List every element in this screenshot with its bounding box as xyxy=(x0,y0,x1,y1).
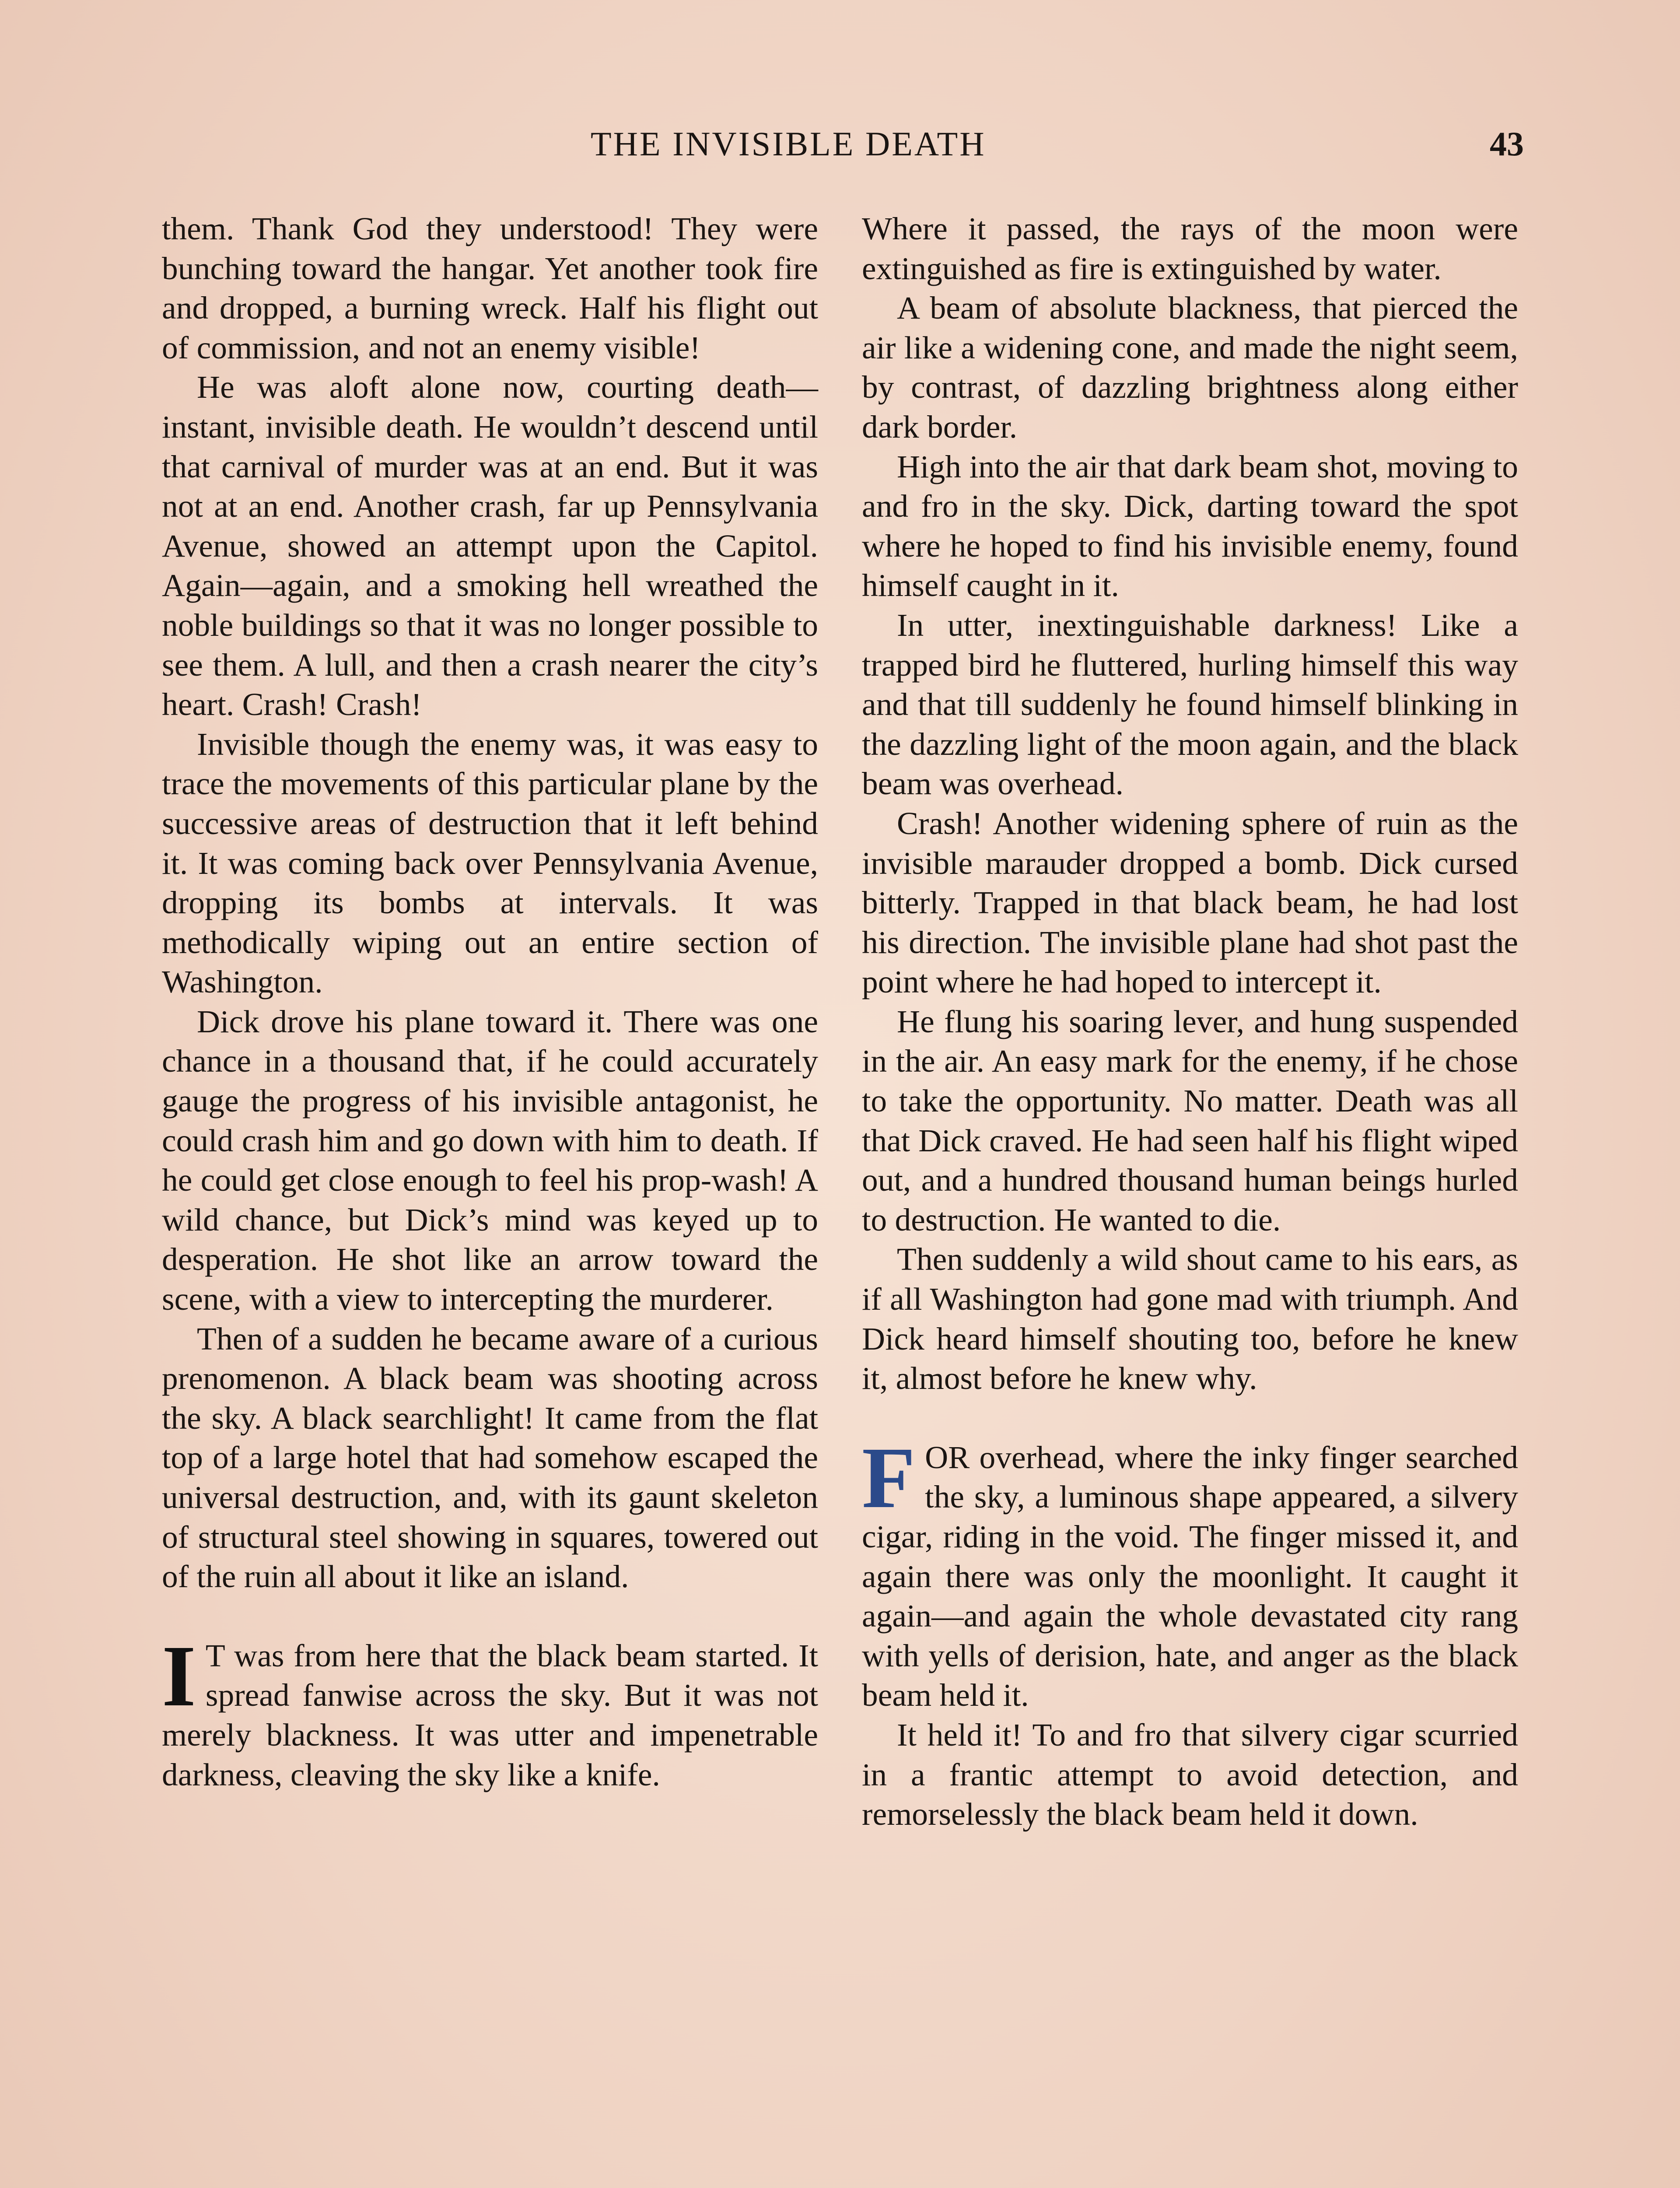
drop-cap: F xyxy=(862,1429,916,1526)
section-break xyxy=(862,1399,1518,1438)
paragraph: A beam of absolute blackness, that pierced the air like a widening cone, and made the night seem, by contrast, of dazzling brightness along either dark border. xyxy=(862,290,1518,445)
drop-cap: I xyxy=(162,1627,196,1725)
paragraph: Crash! Another widening sphere of ruin as the invisible marauder dropped a bomb. Dick cursed bitterly. Trapped in that black beam, he had lost his direction. The invisible plane had shot past the point where he had hoped to intercept it. xyxy=(862,805,1518,1000)
paragraph: Then of a sudden he became aware of a curious prenomenon. A black beam was shooting across the sky. A black searchlight! It came from the flat top of a large hotel that had somehow escaped the universal destruction, and, with its gaunt skeleton of structural steel showing in squares, towered out of the ruin all about it like an island. xyxy=(162,1321,818,1595)
paragraph: Invisible though the enemy was, it was easy to trace the movements of this particular plane by the successive areas of destruction that it left behind it. It was coming back over Pennsylvania Avenue, dropping its bombs at intervals. It was methodically wiping out an entire section of Washington. xyxy=(162,726,818,1000)
left-column xyxy=(162,209,818,1795)
section-break xyxy=(162,1597,818,1636)
paragraph: He was aloft alone now, courting death—instant, invisible death. He wouldn’t descend until that carnival of murder was at an end. But it was not at an end. Another crash, far up Pennsylvania Avenue, showed an attempt upon the Capitol. Again—again, and a smoking hell wreathed the noble buildings so that it was no longer possible to see them. A lull, and then a crash nearer the city’s heart. Crash! Crash! xyxy=(162,369,818,722)
paragraph-text: OR overhead, where the inky finger searched the sky, a luminous shape appeared, a silvery cigar, riding in the void. The finger missed it, and again there was only the moonlight. It caught it again—and again the whole devastated city rang with yells of derision, hate, and anger as the black beam held it. xyxy=(862,1439,1518,1713)
section-opening-paragraph xyxy=(162,1627,818,1795)
paragraph: High into the air that dark beam shot, moving to and fro in the sky. Dick, darting toward the spot where he hoped to find his invisible enemy, found himself caught in it. xyxy=(862,449,1518,603)
page-number: 43 xyxy=(1490,125,1524,163)
paragraph: In utter, inextinguishable darkness! Like a trapped bird he fluttered, hurling himself this way and that till suddenly he found himself blinking in the dazzling light of the moon again, and the black beam was overhead. xyxy=(862,607,1518,802)
paragraph: Then suddenly a wild shout came to his ears, as if all Washington had gone mad with triumph. And Dick heard himself shouting too, before he knew it, almost before he knew why. xyxy=(862,1241,1518,1396)
paragraph-text: T was from here that the black beam started. It spread fanwise across the sky. But it was not merely blackness. It was utter and impenetrable darkness, cleaving the sky like a knife. xyxy=(162,1637,818,1792)
right-column xyxy=(862,209,1518,1834)
paragraph: Dick drove his plane toward it. There was one chance in a thousand that, if he could accurately gauge the progress of his invisible antagonist, he could crash him and go down with him to death. If he could get close enough to feel his prop-wash! A wild chance, but Dick’s mind was keyed up to desperation. He shot like an arrow toward the scene, with a view to intercepting the murderer. xyxy=(162,1003,818,1317)
paragraph: He flung his soaring lever, and hung suspended in the air. An easy mark for the enemy, if he chose to take the opportunity. No matter. Death was all that Dick craved. He had seen half his flight wiped out, and a hundred thousand human beings hurled to destruction. He wanted to die. xyxy=(862,1003,1518,1238)
section-opening-paragraph xyxy=(862,1429,1518,1715)
paragraph: It held it! To and fro that silvery cigar scurried in a frantic attempt to avoid detection, and remorselessly the black beam held it down. xyxy=(862,1717,1518,1832)
paragraph: them. Thank God they understood! They were bunching toward the hangar. Yet another took fire and dropped, a burning wreck. Half his flight out of commission, and not an enemy visible! xyxy=(162,211,818,365)
running-title: THE INVISIBLE DEATH xyxy=(591,125,986,163)
paragraph: Where it passed, the rays of the moon were extinguished as fire is extinguished by water. xyxy=(862,211,1518,286)
